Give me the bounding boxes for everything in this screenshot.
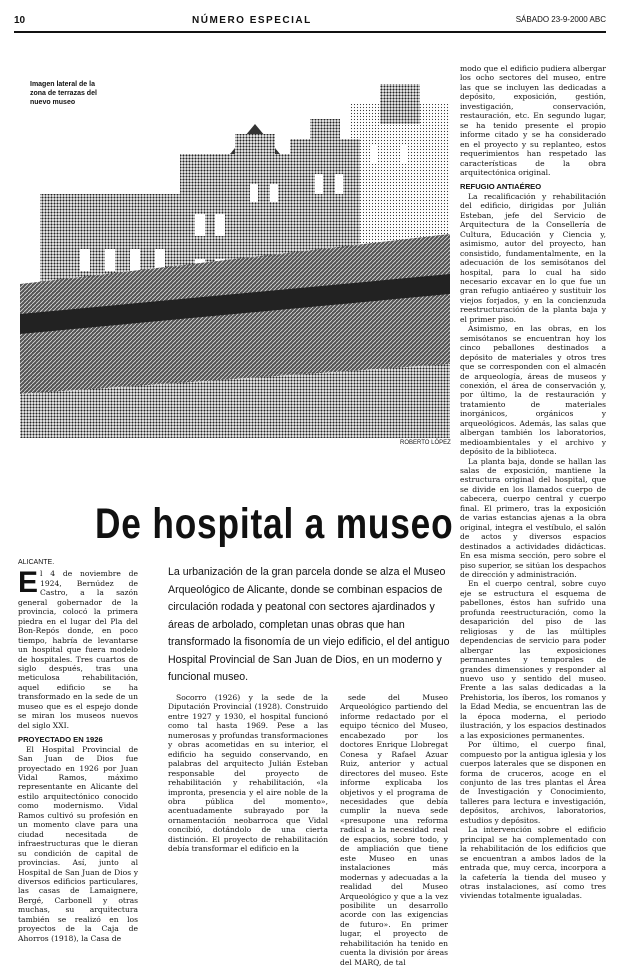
paragraph: En el cuerpo central, sobre cuyo eje se estructura el esquema de pabellones, éstos han sufrido una profunda reestructuración, como la desaparición del piso de las religiosas y de las múltiples dependencias de servicio para poder albergar las exposiciones permanentes y temporales de grandes dimensiones y responder al nuevo uso y sentido del museo. Frente a las salas dedicadas a la Prehistoria, los íberos, los romanos y la Edad Media, se encuentran las de la época moderna, el periodo ilustración, y los espacios destinados a las exposiciones permanentes.: [460, 579, 606, 740]
page-header: [14, 6, 606, 30]
subheading-proyectado: PROYECTADO EN 1926: [18, 735, 103, 745]
hospital-photo: [20, 64, 450, 438]
paragraph: El Hospital Provincial de San Juan de Dios fue proyectado en 1926 por Juan Vidal Ramos, máximo representante en Alicante del estilo arquitectónico conocido como modernismo. Vidal Ramos cultivó su profesión en un momento clave para una ciudad necesitada de infraestructuras que le dieran su condición de capital de provincias. Así, junto al Hospital de San Juan de Dios y diversos edificios particulares, las casas de Lamaignere, Bergé, Carbonell y otras muchas, su arquitectura también se realizó en los proyectos de la Caja de Ahorros (1918), la Casa de: [18, 744, 138, 943]
paragraph: La planta baja, donde se hallan las salas de exposición, mantiene la estructura original del hospital, que se divide en los llamados cuerpo de cabecera, cuerpo central y cuerpo final. El primero, tras la exposición de varias estancias ajenas a la obra original, integra el vestíbulo, el salón de actos y diversos espacios destinados a actividades didácticas. En esa misma sección, pero sobre el piso superior, se sitúan los despachos de dirección y administración.: [460, 456, 606, 580]
article-column-1: [18, 558, 138, 943]
article-column-3: [340, 693, 448, 967]
article-column-2: [168, 693, 328, 854]
lead-paragraph: l 4 de noviembre de 1924, Bernúdez de Castro, a la sazón general gobernador de la provincia, colocó la primera piedra en el lugar del Pla del Bon-Repós donde, en poco tiempo, habría de levantarse un hospital que fuera modelo de hospitales. Tres cuartos de siglo después, tras una meticulosa rehabilitación, aquel edificio se ha transformado en la sede de un museo que es el espejo donde se miran los museos nuevos del siglo XXI.: [18, 569, 138, 730]
drop-cap: E: [18, 566, 39, 600]
byline: ALICANTE.: [18, 559, 55, 566]
subheadline: La urbanización de la gran parcela donde se alza el Museo Arqueológico de Alicante, donde se combinan espacios de circulación rodada y peatonal con sectores ajardinados y áreas de arbolado, completan unas obras que han transformado la fisonomía de un viejo edificio, el del antiguo Hospital Provincial de San Juan de Dios, en un moderno y funcional museo.: [168, 566, 450, 683]
paragraph: La recalificación y rehabilitación del edificio, dirigidas por Julián Esteban, jefe del Servicio de Arquitectura de la Consellería de Cultura, Educación y Ciencia y, asimismo, autor del proyecto, han consistido, fundamentalmente, en la adecuación de los semisótanos del hospital, para lo cual ha sido necesario excavar en lo que fue un gran refugio antiaéreo y sustituir los viejos forjados, y en la concienzuda reestructuración de la planta baja y el primer piso.: [460, 191, 606, 324]
paragraph: modo que el edificio pudiera albergar los ocho sectores del museo, entre las que se incluyen las dedicadas a depósito, exposición, gestión, investigación, conservación, restauración, etc. En segundo lugar, se ha tenido presente el propio informe citado y se ha considerado en el proyecto y su replanteo, estos requerimientos han respetado las características de la obra arquitectónica original.: [460, 64, 606, 177]
paragraph: Socorro (1926) y la sede de la Diputación Provincial (1928). Construido entre 1927 y 1930, el hospital funcionó como tal hasta 1969. Pese a las numerosas y profundas transformaciones y obras acometidas en su interior, el edificio ha seguido conservando, en palabras del arquitecto Julián Esteban responsable del proyecto de rehabilitación y rehabilitación, «la impronta, presencia y el aire noble de la obra pública del momento», acentuadamente subrayado por la ornamentación neobarroca que Vidal concibió, dotándolo de una cierta distinción. El proyecto de rehabilitación debía transformar el edificio en la: [168, 693, 328, 854]
subheading-refugio: REFUGIO ANTIAÉREO: [460, 182, 542, 192]
section-title: NÚMERO ESPECIAL: [192, 15, 312, 26]
issue-date: SÁBADO 23-9-2000 ABC: [515, 15, 606, 24]
photo-credit: ROBERTO LÓPEZ: [400, 440, 451, 446]
photo-caption: Imagen lateral de la zona de terrazas del nuevo museo: [28, 78, 110, 109]
paragraph: La intervención sobre el edificio principal se ha complementado con la rehabilitación de los edificios que se encuentran a ambos lados de la entrada que, muy cerca, incorpora a la cafetería la tienda del museo y otras instalaciones, así como tres viviendas totalmente igualadas.: [460, 825, 606, 901]
paragraph: sede del Museo Arqueológico partiendo del informe redactado por el equipo técnico del Museo, encabezado por los doctores Enrique Llobregat Conesa y Rafael Azuar Ruiz, anterior y actual directores del museo. Este informe explicaba los objetivos y el programa de necesidades que debía cumplir la nueva sede «presupone una reforma radical a la necesidad real de espacios, sobre todo, y de ampliación que tiene este Museo en unas instalaciones más modernas y adecuadas a la realidad del Museo Arqueológico y que a la vez posibilite un desarrollo acorde con las exigencias de futuro». En primer lugar, el proyecto de rehabilitación ha tenido en cuenta la división por áreas del MARQ, de tal: [340, 693, 448, 967]
article-column-4: [460, 64, 606, 901]
headline: De hospital a museo: [95, 500, 454, 548]
header-rule: [14, 31, 606, 33]
page-number: 10: [14, 15, 26, 26]
paragraph: Asimismo, en las obras, en los semisótanos se encuentran hoy los cinco peballones destinados a depósito de materiales y otros tres que se corresponden con el almacén de arqueología, áreas de museos y conexión, el área de conservación y, por último, la de restauración y tratamiento de materiales inorgánicos, orgánicos y arqueológicos. Además, las salas que albergan también los laboratorios, medioambientales y el archivo y depósito de la biblioteca.: [460, 324, 606, 457]
paragraph: Por último, el cuerpo final, compuesto por la antigua iglesia y los cuerpos laterales que se disponen en forma de cruceros, acoge en el conjunto de las tres plantas el Área de Investigación y Conocimiento, talleres para lectura e investigación, depósitos, archivos, laboratorios, estudios y depósitos.: [460, 740, 606, 825]
